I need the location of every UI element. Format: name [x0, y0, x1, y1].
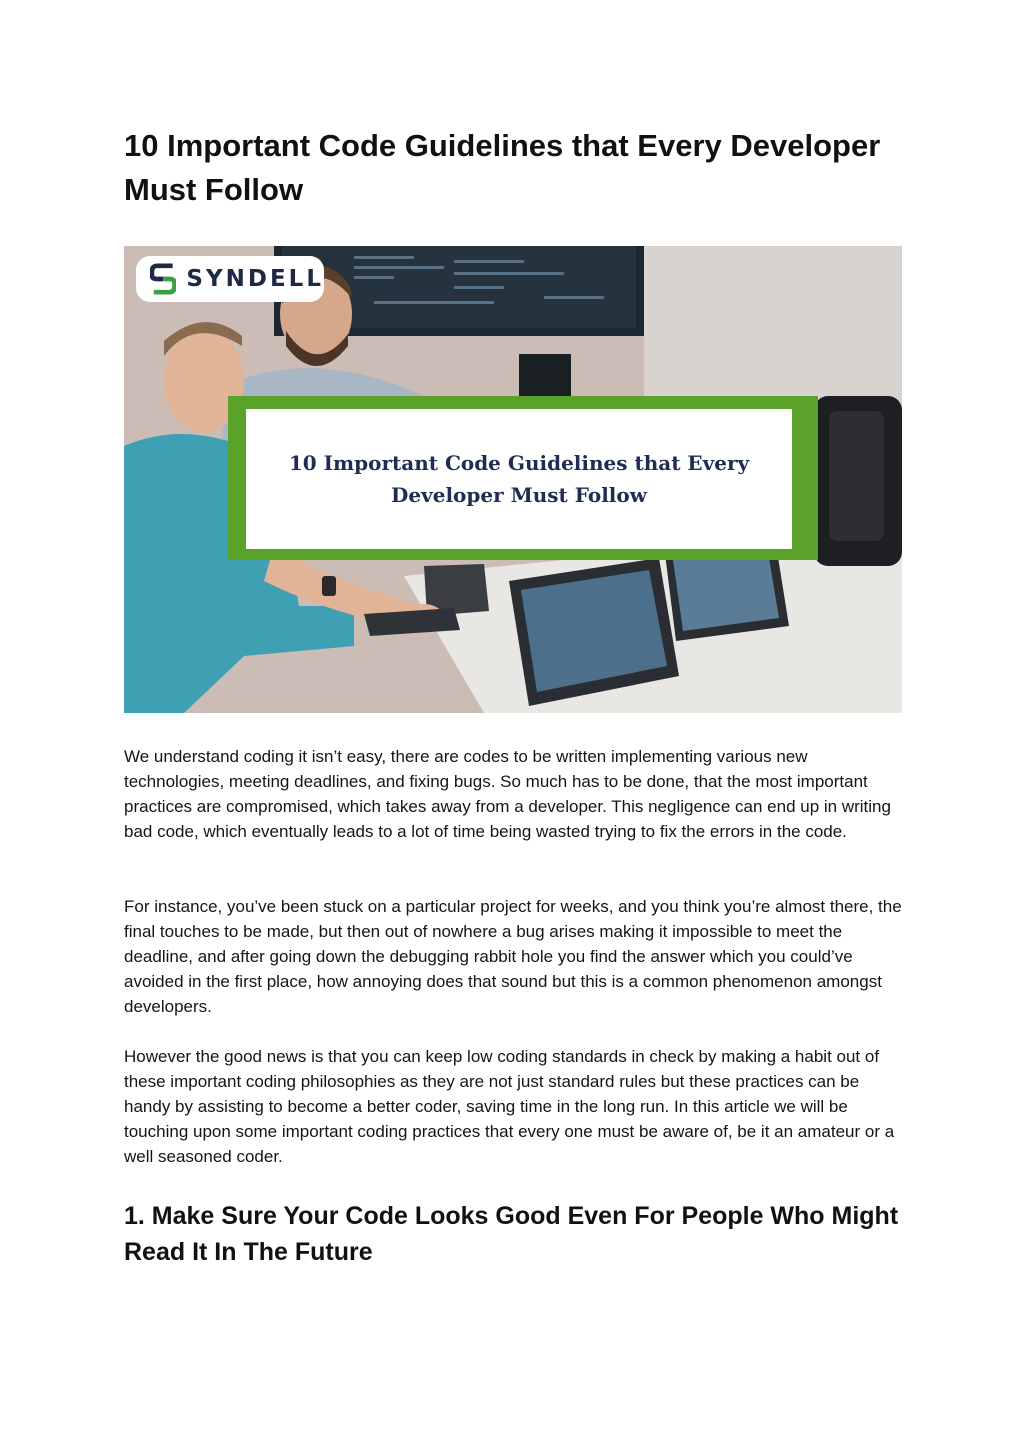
syndell-logo — [136, 256, 324, 302]
syndell-logo-icon — [150, 262, 176, 296]
page-title: 10 Important Code Guidelines that Every Developer Must Follow — [124, 128, 881, 207]
section-heading-1: 1. Make Sure Your Code Looks Good Even For People Who Might Read It In The Future — [124, 1202, 899, 1266]
intro-paragraph: We understand coding it isn’t easy, there are codes to be written implementing various new technologies, meeting deadlines, and fixing bugs. So much has to be done, that the most important practices are compromised, which takes away from a developer. This negligence can end up in writing bad code, which eventually leads to a lot of time being wasted trying to fix the errors in the code. — [124, 747, 891, 841]
banner-title-line-2: Developer Must Follow — [391, 483, 647, 507]
example-paragraph: For instance, you’ve been stuck on a particular project for weeks, and you think you’re almost there, the final touches to be made, but then out of nowhere a bug arises making it impossible to meet the deadline, and after going down the debugging rabbit hole you find the answer which you could’ve avoided in the first place, how annoying does that sound but this is a common phenomenon amongst developers. — [124, 897, 902, 1016]
banner-card — [246, 409, 792, 549]
hero-image — [124, 246, 902, 713]
overview-paragraph: However the good news is that you can keep low coding standards in check by making a habit out of these important coding philosophies as they are not just standard rules but these practices can be handy by assisting to become a better coder, saving time in the long run. In this article we will be touching upon some important coding practices that every one must be aware of, be it an amateur or a well seasoned coder. — [124, 1047, 895, 1166]
logo-wordmark: SYNDELL — [186, 266, 324, 292]
banner-title-line-1: 10 Important Code Guidelines that Every — [288, 451, 750, 475]
